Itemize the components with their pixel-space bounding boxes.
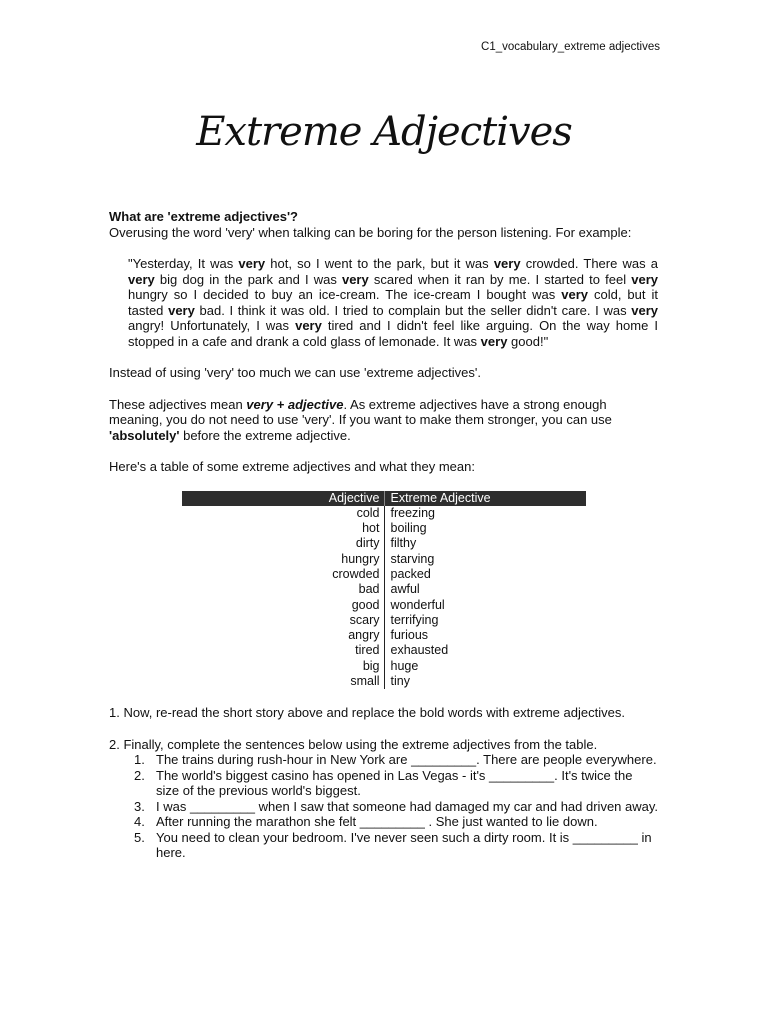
table-row — [182, 598, 586, 613]
extreme-adjective-cell: boiling — [390, 521, 427, 536]
sentence-number: 4. — [134, 814, 145, 830]
story-bold-word: very — [480, 333, 508, 349]
meaning-mid: . As extreme adjectives have a strong enough meaning, you do not need to use 'very'. If you want to make them stronger, you can use — [109, 396, 612, 427]
extreme-adjective-cell: awful — [390, 582, 420, 597]
exercise-sentence — [134, 829, 659, 861]
story-text: hot, so I went to the park, but it was — [265, 256, 494, 271]
table-header-row — [182, 491, 586, 506]
story-bold-word: very — [295, 318, 322, 333]
adjective-cell: crowded — [182, 567, 384, 582]
adjective-cell: dirty — [182, 536, 384, 551]
story-paragraph — [128, 256, 658, 349]
sentence-number: 2. — [134, 767, 145, 783]
story-text: angry! Unfortunately, I was — [128, 318, 296, 333]
table-row — [182, 521, 586, 536]
story-bold-word: very — [238, 256, 266, 271]
table-row — [182, 536, 586, 551]
meaning-absolutely: 'absolutely' — [109, 427, 180, 443]
story-text: bad. I think it was old. I tried to complain but the seller didn't care. I was — [194, 302, 632, 318]
intro-text: Overusing the word 'very' when talking can be boring for the person listening. For example: — [109, 224, 632, 240]
extreme-adjective-cell: terrifying — [390, 612, 439, 627]
page-title: Extreme Adjectives — [196, 109, 572, 155]
exercise-2-sentences — [109, 752, 659, 861]
extreme-adjective-cell: huge — [390, 658, 419, 673]
exercise-sentence — [134, 814, 659, 830]
adjective-cell: tired — [182, 643, 384, 658]
exercise-sentence — [134, 752, 659, 768]
extreme-adjective-cell: tiny — [390, 674, 410, 689]
story-text: scared when it ran by me. I started to feel — [368, 271, 632, 287]
extreme-adjective-cell: packed — [390, 566, 431, 581]
sentence-text: The trains during rush-hour in New York are _________. There are people everywhere. — [156, 752, 657, 768]
extreme-adjective-cell: furious — [390, 628, 429, 643]
sentence-number: 1. — [134, 752, 145, 768]
sentence-text: After running the marathon she felt _________ . She just wanted to lie down. — [156, 814, 598, 830]
story-text: big dog in the park and I was — [154, 271, 342, 287]
sentence-text: The world's biggest casino has opened in Las Vegas - it's _________. It's twice the size of the previous world's biggest. — [156, 767, 633, 799]
extreme-adjective-cell: filthy — [390, 536, 417, 551]
instead-text: Instead of using 'very' too much we can use 'extreme adjectives'. — [109, 365, 481, 380]
table-row — [182, 659, 586, 674]
exercise-2-intro: 2. Finally, complete the sentences below using the extreme adjectives from the table. — [109, 736, 598, 752]
exercise-sentence — [134, 798, 659, 815]
sentence-number: 5. — [134, 829, 145, 845]
table-row — [182, 506, 586, 521]
extreme-adjective-cell: freezing — [390, 505, 435, 520]
adjective-cell: hungry — [182, 552, 384, 567]
adjective-cell: angry — [182, 628, 384, 643]
story-text: hungry so I decided to buy an ice-cream. The ice-cream I bought was — [128, 287, 562, 302]
worksheet-body — [109, 209, 659, 861]
sentence-text: You need to clean your bedroom. I've never seen such a dirty room. It is _________ in here. — [156, 829, 652, 861]
table-row — [182, 613, 586, 628]
table-row — [182, 567, 586, 582]
adjective-cell: scary — [182, 613, 384, 628]
table-row — [182, 552, 586, 567]
meaning-paragraph — [109, 397, 659, 444]
story-bold-word: very — [631, 271, 658, 287]
story-bold-word: very — [631, 302, 658, 318]
table-body — [182, 506, 586, 690]
sentence-text: I was _________ when I saw that someone had damaged my car and had driven away. — [156, 798, 659, 814]
column-header-adjective: Adjective — [182, 491, 384, 506]
exercise-sentence — [134, 767, 659, 799]
section-question: What are 'extreme adjectives'? — [109, 209, 298, 224]
story-text: tired and I didn't feel like arguing. On the way home I stopped in a cafe and drank a cold glass of lemonade. It was — [128, 318, 658, 349]
extreme-adjective-cell: starving — [390, 551, 435, 566]
adjective-cell: bad — [182, 582, 384, 597]
table-row — [182, 582, 586, 597]
story-bold-word: very — [128, 271, 155, 287]
table-row — [182, 643, 586, 658]
meaning-formula: very + adjective — [246, 396, 344, 412]
adjective-cell: hot — [182, 521, 384, 536]
adjective-cell: big — [182, 659, 384, 674]
table-row — [182, 674, 586, 689]
adjective-cell: good — [182, 598, 384, 613]
extreme-adjective-cell: wonderful — [390, 597, 445, 612]
story-bold-word: very — [561, 287, 588, 302]
document-label: C1_vocabulary_extreme adjectives — [481, 41, 660, 53]
story-text: crowded. There was a — [520, 256, 658, 271]
story-bold-word: very — [168, 302, 195, 318]
story-bold-word: very — [341, 271, 369, 287]
story-text: cold, but it tasted — [128, 287, 658, 318]
column-header-extreme-adjective: Extreme Adjective — [384, 491, 586, 506]
story-text: "Yesterday, It was — [128, 256, 239, 271]
story-text: good!" — [507, 333, 549, 349]
adjective-cell: small — [182, 674, 384, 689]
adjective-cell: cold — [182, 506, 384, 521]
extreme-adjective-cell: exhausted — [390, 643, 449, 658]
exercise-1: 1. Now, re-read the short story above and replace the bold words with extreme adjectives. — [109, 705, 625, 721]
meaning-post: before the extreme adjective. — [179, 427, 351, 443]
sentence-number: 3. — [134, 798, 145, 814]
meaning-pre: These adjectives mean — [109, 396, 247, 412]
table-intro: Here's a table of some extreme adjectives and what they mean: — [109, 459, 475, 474]
extreme-adjectives-table — [182, 491, 586, 690]
table-row — [182, 628, 586, 643]
story-bold-word: very — [493, 256, 521, 271]
